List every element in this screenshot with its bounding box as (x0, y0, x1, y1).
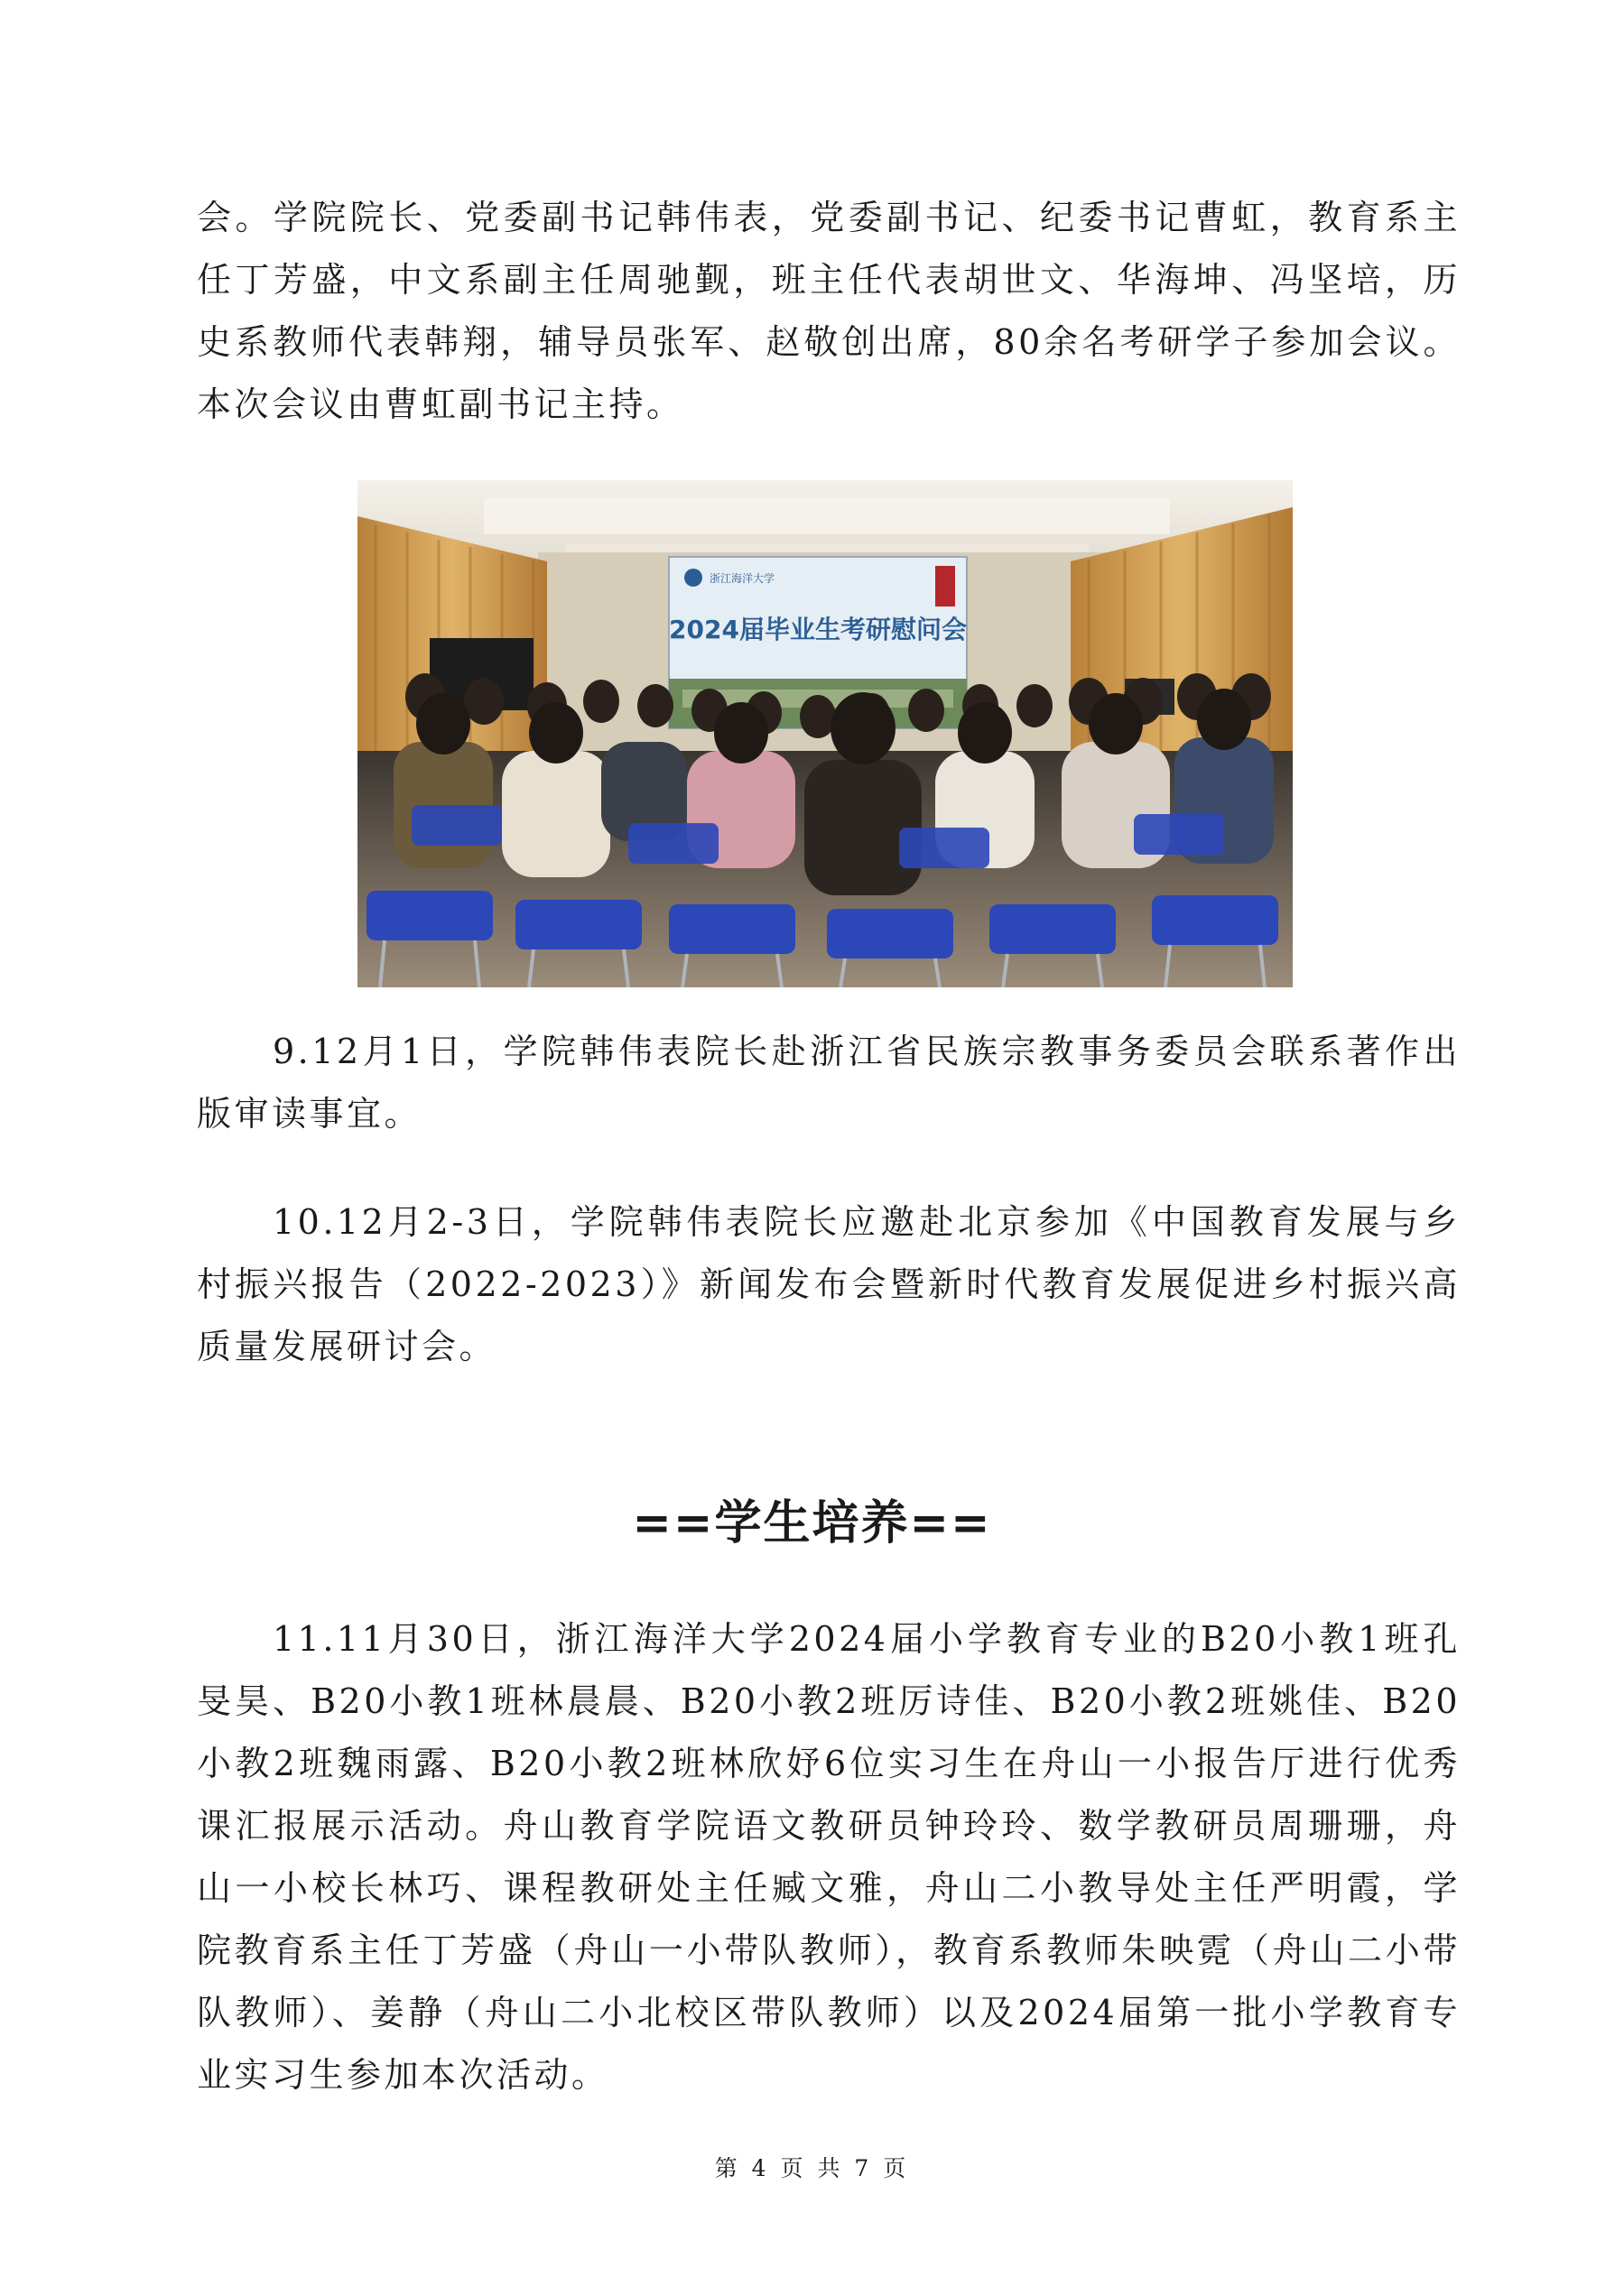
paragraph-item-9: 9.12月1日，学院韩伟表院长赴浙江省民族宗教事务委员会联系著作出版审读事宜。 (197, 1032, 1461, 1134)
paragraph-item-11: 11.11月30日，浙江海洋大学2024届小学教育专业的B20小教1班孔旻昊、B20小教1班林晨晨、B20小教2班厉诗佳、B20小教2班姚佳、B20小教2班魏雨露、B20小教2班林欣妤6位实习生在舟山一小报告厅进行优秀课汇报展示活动。舟山教育学院语文教研员钟玲玲、数学教研员周珊珊，舟山一小校长林巧、课程教研处主任臧文雅，舟山二小教导处主任严明霞，学院教育系主任丁芳盛（舟山一小带队教师），教育系教师朱映霓（舟山二小带队教师）、姜静（舟山二小北校区带队教师）以及2024届第一批小学教育专业实习生参加本次活动。 (197, 1619, 1461, 2095)
screen-logo-text: 浙江海洋大学 (710, 572, 775, 585)
section-heading-student-training: ==学生培养== (632, 1496, 992, 1551)
screen-title: 2024届毕业生考研慰问会 (669, 615, 967, 644)
meeting-photo (357, 480, 1293, 987)
paragraph-meeting-attendees: 会。学院院长、党委副书记韩伟表，党委副书记、纪委书记曹虹，教育系主任丁芳盛，中文系副主任周驰觐，班主任代表胡世文、华海坤、冯坚培，历史系教师代表韩翔，辅导员张军、赵敬创出席，80余名考研学子参加会议。本次会议由曹虹副书记主持。 (197, 198, 1461, 424)
paragraph-item-10: 10.12月2-3日，学院韩伟表院长应邀赴北京参加《中国教育发展与乡村振兴报告（2022-2023）》新闻发布会暨新时代教育发展促进乡村振兴高质量发展研讨会。 (197, 1202, 1461, 1366)
page-number-footer: 第 4 页 共 7 页 (714, 2155, 910, 2181)
